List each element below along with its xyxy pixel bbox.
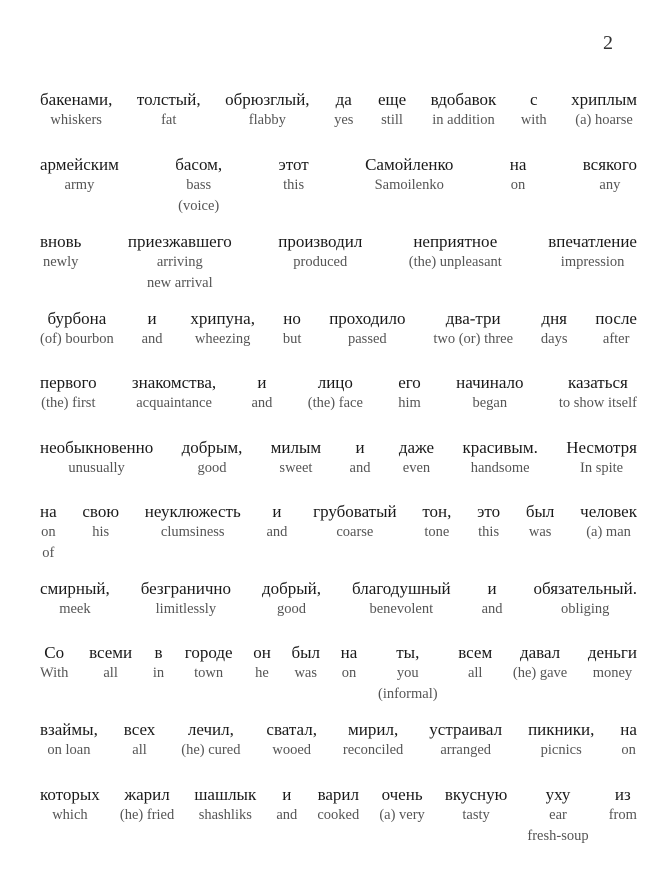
english-gloss: (a) hoarse [575, 112, 633, 128]
russian-word: басом, [175, 155, 223, 174]
russian-word: еще [377, 90, 407, 109]
word-pair [350, 438, 371, 479]
russian-word: он [253, 643, 271, 662]
text-line [40, 373, 637, 414]
russian-word: неуклюжесть [144, 502, 241, 521]
english-gloss: obliging [561, 601, 610, 617]
word-pair [580, 502, 637, 543]
word-pair [541, 309, 568, 350]
russian-word: армейским [40, 155, 119, 174]
russian-word: на [509, 155, 527, 174]
english-gloss-continuation: fresh-soup [527, 828, 589, 844]
word-pair [526, 502, 555, 543]
russian-word: был [291, 643, 321, 662]
english-gloss: sweet [279, 460, 313, 476]
word-pair [510, 155, 527, 196]
english-gloss: was [294, 665, 318, 681]
english-gloss: which [52, 807, 88, 823]
text-line [40, 232, 637, 294]
english-gloss: on [341, 665, 357, 681]
english-gloss: money [592, 665, 633, 681]
word-pair [429, 720, 502, 761]
english-gloss: in addition [432, 112, 495, 128]
english-gloss: meek [59, 601, 91, 617]
english-gloss: and [481, 601, 503, 617]
word-pair [329, 309, 405, 350]
english-gloss: handsome [470, 460, 530, 476]
russian-word: первого [40, 373, 97, 392]
russian-word: и [147, 309, 157, 328]
russian-word: смирный, [40, 579, 110, 598]
word-pair [40, 232, 81, 273]
english-gloss: With [40, 665, 69, 681]
russian-word: вкусную [444, 785, 508, 804]
english-gloss: but [282, 331, 302, 347]
russian-word: на [40, 502, 57, 521]
english-gloss: and [276, 807, 298, 823]
word-pair [225, 90, 309, 131]
word-pair [378, 643, 438, 705]
russian-word: благодушный [351, 579, 451, 598]
word-pair [317, 785, 359, 826]
russian-word: всеми [89, 643, 133, 662]
word-pair [379, 785, 424, 826]
word-pair [583, 155, 637, 196]
russian-word: бакенами, [40, 90, 113, 109]
russian-word: очень [381, 785, 423, 804]
russian-word: этот [278, 155, 309, 174]
russian-word: был [525, 502, 555, 521]
english-gloss: any [599, 177, 621, 193]
english-gloss: still [381, 112, 403, 128]
russian-word: деньги [587, 643, 637, 662]
word-pair [279, 155, 309, 196]
russian-word: и [257, 373, 267, 392]
english-gloss: Samoilenko [374, 177, 444, 193]
word-pair [313, 502, 397, 543]
english-gloss: fat [161, 112, 177, 128]
russian-word: неприятное [413, 232, 498, 251]
english-gloss: all [467, 665, 483, 681]
english-gloss: even [402, 460, 431, 476]
word-pair [182, 438, 243, 479]
word-pair [559, 373, 637, 414]
english-gloss-continuation: (voice) [178, 198, 220, 214]
word-pair [128, 232, 232, 294]
english-gloss: on [41, 524, 56, 540]
english-gloss: impression [560, 254, 625, 270]
word-pair [343, 720, 403, 761]
english-gloss: in [152, 665, 165, 681]
english-gloss: all [103, 665, 118, 681]
russian-word: давал [519, 643, 561, 662]
word-pair [40, 785, 100, 826]
english-gloss: from [608, 807, 637, 823]
word-pair [137, 90, 201, 131]
english-gloss: was [528, 524, 552, 540]
text-line [40, 502, 637, 564]
word-pair [431, 90, 497, 131]
text-line [40, 155, 637, 217]
word-pair [278, 232, 362, 273]
word-pair [194, 785, 256, 826]
text-line [40, 643, 637, 705]
word-pair [271, 438, 322, 479]
russian-word: начинало [456, 373, 524, 392]
text-line [40, 785, 637, 847]
russian-word: проходило [329, 309, 406, 328]
word-pair [175, 155, 222, 217]
russian-word: Со [44, 643, 65, 662]
russian-word: городе [184, 643, 233, 662]
english-gloss: newly [42, 254, 79, 270]
russian-word: жарил [124, 785, 170, 804]
english-gloss: yes [334, 112, 354, 128]
russian-word: да [335, 90, 352, 109]
english-gloss: on loan [47, 742, 91, 758]
russian-word: дня [541, 309, 567, 328]
russian-word: производил [278, 232, 363, 251]
russian-word: хриплым [571, 90, 637, 109]
english-gloss: (he) cured [181, 742, 241, 758]
english-gloss: on [621, 742, 636, 758]
english-gloss: you [396, 665, 419, 681]
english-gloss: all [132, 742, 147, 758]
english-gloss: him [398, 395, 421, 411]
word-pair [399, 438, 434, 479]
english-gloss: unusually [68, 460, 125, 476]
word-pair [308, 373, 363, 414]
russian-word: мирил, [348, 720, 399, 739]
english-gloss: arranged [440, 742, 492, 758]
english-gloss: army [64, 177, 95, 193]
russian-word: тон, [422, 502, 452, 521]
russian-word: милым [270, 438, 322, 457]
russian-word: казаться [567, 373, 628, 392]
english-gloss: shashliks [198, 807, 252, 823]
word-pair [40, 438, 153, 479]
russian-word: знакомства, [131, 373, 217, 392]
russian-word: впечатление [548, 232, 637, 251]
word-pair [445, 785, 507, 826]
russian-word: ты, [396, 643, 420, 662]
word-pair [527, 785, 588, 847]
word-pair [40, 579, 110, 620]
english-gloss: tasty [462, 807, 490, 823]
english-gloss: and [349, 460, 371, 476]
english-gloss: with [520, 112, 547, 128]
english-gloss: this [283, 177, 305, 193]
text-line [40, 90, 637, 131]
word-pair [266, 720, 317, 761]
english-gloss: arriving [156, 254, 203, 270]
english-gloss: his [92, 524, 110, 540]
english-gloss: town [194, 665, 224, 681]
russian-word: обязательный. [533, 579, 637, 598]
word-pair [595, 309, 637, 350]
word-pair [40, 373, 97, 414]
russian-word: и [282, 785, 292, 804]
english-gloss: on [510, 177, 526, 193]
russian-word: свою [82, 502, 120, 521]
english-gloss: (he) gave [512, 665, 568, 681]
word-pair [422, 502, 451, 543]
word-pair [513, 643, 567, 684]
word-pair [534, 579, 637, 620]
russian-word: добрым, [181, 438, 243, 457]
russian-word: два-три [445, 309, 501, 328]
word-pair [571, 90, 637, 131]
word-pair [477, 502, 500, 543]
english-gloss: days [540, 331, 568, 347]
word-pair [283, 309, 302, 350]
english-gloss: flabby [248, 112, 286, 128]
russian-word: на [340, 643, 358, 662]
russian-word: в [154, 643, 163, 662]
russian-word: которых [40, 785, 100, 804]
word-pair [566, 438, 637, 479]
english-gloss-continuation: (informal) [377, 686, 438, 702]
english-gloss: produced [293, 254, 348, 270]
russian-word: всех [123, 720, 156, 739]
english-gloss: wheezing [194, 331, 251, 347]
page-number: 2 [603, 32, 613, 54]
english-gloss: (the) face [307, 395, 363, 411]
russian-word: приезжавшего [127, 232, 232, 251]
word-pair [40, 90, 112, 131]
word-pair [378, 90, 406, 131]
english-gloss: ear [549, 807, 567, 823]
russian-word: но [283, 309, 301, 328]
russian-word: Самойленко [365, 155, 454, 174]
word-pair [365, 155, 453, 196]
russian-word: лицо [317, 373, 353, 392]
russian-word: и [355, 438, 365, 457]
word-pair [142, 309, 163, 350]
text-line [40, 720, 637, 761]
english-gloss: two (or) three [433, 331, 514, 347]
english-gloss: this [478, 524, 500, 540]
english-gloss: after [602, 331, 630, 347]
english-gloss: bass [186, 177, 212, 193]
word-pair [276, 785, 297, 826]
word-pair [482, 579, 503, 620]
russian-word: и [487, 579, 497, 598]
word-pair [40, 720, 98, 761]
word-pair [40, 155, 119, 196]
word-pair [458, 643, 492, 684]
word-pair [181, 720, 240, 761]
word-pair [588, 643, 637, 684]
word-pair [153, 643, 164, 684]
word-pair [409, 232, 502, 273]
word-pair [456, 373, 523, 414]
english-gloss: (of) bourbon [40, 331, 114, 347]
english-gloss: passed [348, 331, 387, 347]
word-pair [132, 373, 216, 414]
russian-word: с [529, 90, 538, 109]
word-pair [291, 643, 320, 684]
english-gloss: good [276, 601, 306, 617]
english-gloss: tone [424, 524, 450, 540]
russian-word: шашлык [194, 785, 257, 804]
english-gloss: (he) fried [119, 807, 175, 823]
word-pair [253, 643, 271, 684]
word-pair [334, 90, 353, 131]
english-gloss-continuation: of [42, 545, 55, 561]
russian-word: человек [580, 502, 637, 521]
text-line [40, 438, 637, 479]
text-line [40, 309, 637, 350]
russian-word: взаймы, [40, 720, 98, 739]
word-pair [548, 232, 637, 273]
russian-word: на [620, 720, 637, 739]
word-pair [521, 90, 547, 131]
english-gloss: cooked [317, 807, 360, 823]
word-pair [141, 579, 231, 620]
word-pair [528, 720, 594, 761]
russian-word: из [614, 785, 631, 804]
russian-word: лечил, [187, 720, 234, 739]
russian-word: вдобавок [430, 90, 497, 109]
russian-word: добрый, [261, 579, 322, 598]
english-gloss: began [472, 395, 508, 411]
russian-word: грубоватый [313, 502, 397, 521]
english-gloss: reconciled [342, 742, 404, 758]
russian-word: варил [317, 785, 360, 804]
word-pair [185, 643, 233, 684]
russian-word: даже [398, 438, 435, 457]
word-pair [252, 373, 273, 414]
word-pair [89, 643, 132, 684]
russian-word: обрюзглый, [225, 90, 310, 109]
word-pair [124, 720, 156, 761]
word-pair [352, 579, 451, 620]
russian-word: хрипуна, [190, 309, 255, 328]
english-gloss: good [197, 460, 227, 476]
russian-word: безгранично [140, 579, 231, 598]
english-gloss: picnics [540, 742, 582, 758]
word-pair [609, 785, 637, 826]
word-pair [145, 502, 241, 543]
russian-word: уху [545, 785, 571, 804]
english-gloss: and [266, 524, 288, 540]
word-pair [341, 643, 358, 684]
russian-word: бурбона [47, 309, 107, 328]
russian-word: после [595, 309, 637, 328]
russian-word: сватал, [266, 720, 317, 739]
russian-word: вновь [40, 232, 82, 251]
english-gloss-continuation: new arrival [147, 275, 213, 291]
russian-word: толстый, [136, 90, 201, 109]
word-pair [620, 720, 637, 761]
word-pair [266, 502, 287, 543]
word-pair [120, 785, 174, 826]
russian-word: Несмотря [566, 438, 637, 457]
english-gloss: (a) very [379, 807, 425, 823]
english-gloss: acquaintance [136, 395, 212, 411]
word-pair [40, 309, 114, 350]
english-gloss: benevolent [369, 601, 434, 617]
english-gloss: coarse [336, 524, 374, 540]
russian-word: всем [458, 643, 493, 662]
russian-word: это [477, 502, 501, 521]
russian-word: красивым. [462, 438, 538, 457]
word-pair [190, 309, 255, 350]
word-pair [40, 502, 57, 564]
english-gloss: whiskers [50, 112, 102, 128]
english-gloss: In spite [580, 460, 624, 476]
english-gloss: (a) man [586, 524, 631, 540]
word-pair [433, 309, 513, 350]
english-gloss: (the) first [41, 395, 96, 411]
russian-word: всякого [582, 155, 637, 174]
russian-word: его [398, 373, 421, 392]
english-gloss: he [255, 665, 269, 681]
word-pair [262, 579, 321, 620]
english-gloss: clumsiness [160, 524, 225, 540]
english-gloss: wooed [272, 742, 312, 758]
word-pair [462, 438, 537, 479]
english-gloss: and [141, 331, 163, 347]
english-gloss: to show itself [558, 395, 637, 411]
english-gloss: (the) unpleasant [408, 254, 502, 270]
russian-word: устраивал [429, 720, 503, 739]
text-line [40, 579, 637, 620]
russian-word: и [272, 502, 282, 521]
word-pair [398, 373, 421, 414]
english-gloss: limitlessly [155, 601, 217, 617]
russian-word: пикники, [528, 720, 595, 739]
word-pair [82, 502, 119, 543]
russian-word: необыкновенно [40, 438, 154, 457]
english-gloss: and [251, 395, 273, 411]
word-pair [40, 643, 68, 684]
